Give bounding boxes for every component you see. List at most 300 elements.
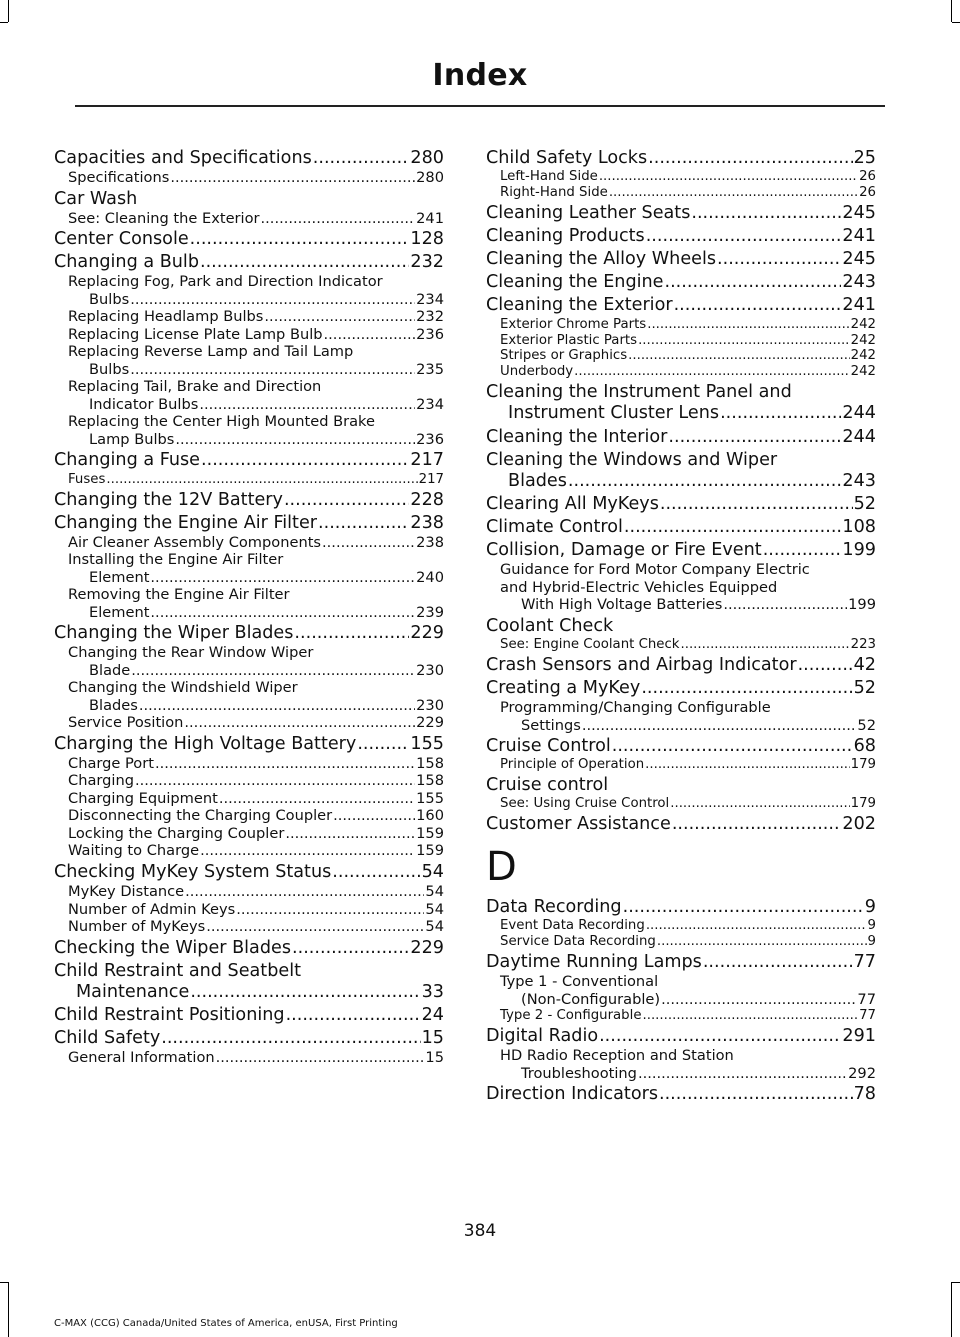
dot-leader [659, 1084, 853, 1105]
entry-title: Number of Admin Keys [68, 900, 236, 918]
index-subentry[interactable] [54, 604, 444, 622]
index-subentry[interactable] [54, 273, 444, 291]
dot-leader [657, 934, 867, 950]
index-entry[interactable] [486, 494, 876, 515]
entry-title: Digital Radio [486, 1026, 599, 1047]
entry-title: Locking the Charging Coupler [68, 824, 285, 842]
dot-leader [216, 1049, 425, 1067]
entry-page-number: 33 [421, 981, 444, 1002]
entry-page-number: 159 [416, 842, 444, 860]
entry-title: See: Using Cruise Control [500, 796, 670, 812]
index-entry[interactable] [486, 203, 876, 224]
index-subentry[interactable] [486, 1047, 876, 1065]
index-subentry[interactable] [486, 757, 876, 773]
entry-page-number: 54 [425, 900, 444, 918]
index-entry[interactable] [54, 148, 444, 169]
index-subentry[interactable] [486, 333, 876, 349]
index-entry[interactable] [486, 1026, 876, 1047]
index-entry[interactable] [486, 450, 876, 471]
dot-leader [201, 450, 409, 471]
entry-title: Element [89, 603, 150, 621]
dot-leader [322, 534, 415, 552]
dot-leader [190, 982, 420, 1003]
index-entry[interactable] [486, 814, 876, 835]
index-entry[interactable] [486, 295, 876, 316]
entry-title: Cleaning the Windows and Wiper [486, 449, 778, 470]
index-subentry[interactable] [54, 790, 444, 808]
entry-page-number: 291 [842, 1026, 876, 1047]
dot-leader [357, 734, 409, 755]
index-subentry[interactable] [486, 561, 876, 579]
entry-page-number: 292 [848, 1064, 876, 1082]
entry-title: Indicator Bulbs [89, 395, 199, 413]
dot-leader [219, 790, 415, 808]
index-subentry[interactable] [54, 396, 444, 414]
entry-title: Data Recording [486, 897, 622, 918]
index-subentry[interactable] [486, 973, 876, 991]
entry-page-number: 230 [416, 661, 444, 679]
index-subentry[interactable] [54, 586, 444, 604]
index-subentry[interactable] [54, 551, 444, 569]
entry-title: Troubleshooting [521, 1064, 637, 1082]
entry-title: Blade [89, 661, 131, 679]
entry-title: Air Cleaner Assembly Components [68, 533, 322, 551]
entry-title: Instrument Cluster Lens [508, 403, 720, 424]
index-subentry[interactable] [54, 918, 444, 936]
entry-title: Cleaning Leather Seats [486, 203, 691, 224]
entry-page-number: 52 [853, 493, 876, 514]
dot-leader [131, 662, 415, 680]
index-entry[interactable] [486, 148, 876, 169]
index-subentry[interactable] [486, 717, 876, 735]
entry-title: Cleaning the Instrument Panel and [486, 382, 792, 403]
entry-title: General Information [68, 1049, 215, 1067]
entry-page-number: 242 [850, 348, 876, 364]
crop-mark [8, 0, 9, 22]
index-entry[interactable] [54, 862, 444, 883]
entry-page-number: 229 [410, 623, 444, 644]
dot-leader [660, 494, 853, 515]
entry-page-number: 242 [850, 332, 876, 348]
dot-leader [638, 333, 850, 349]
entry-title: Left-Hand Side [500, 169, 598, 185]
entry-page-number: 108 [842, 517, 876, 538]
index-entry[interactable] [486, 517, 876, 538]
index-subentry[interactable] [54, 807, 444, 825]
entry-title: Clearing All MyKeys [486, 493, 659, 514]
entry-title: Child Safety [54, 1027, 161, 1048]
entry-page-number: 229 [416, 714, 444, 732]
entry-title: Programming/Changing Configurable [500, 699, 771, 717]
entry-page-number: 230 [416, 696, 444, 714]
entry-page-number: 242 [850, 364, 876, 380]
dot-leader [638, 1065, 847, 1083]
entry-page-number: 26 [859, 185, 876, 201]
entry-page-number: 238 [410, 512, 444, 533]
entry-page-number: 15 [421, 1027, 444, 1048]
entry-title: Capacities and Specifications [54, 148, 312, 168]
dot-leader [646, 918, 867, 934]
dot-leader [150, 604, 415, 622]
entry-page-number: 241 [842, 295, 876, 316]
entry-title: Collision, Damage or Fire Event [486, 540, 762, 561]
index-subentry[interactable] [486, 991, 876, 1009]
entry-page-number: 26 [859, 169, 876, 185]
index-subentry[interactable] [54, 714, 444, 732]
entry-title: Checking the Wiper Blades [54, 937, 292, 958]
index-subentry[interactable] [54, 431, 444, 449]
index-entry[interactable] [486, 897, 876, 918]
entry-page-number: 158 [416, 754, 444, 772]
index-subentry[interactable] [54, 1049, 444, 1067]
dot-leader [333, 807, 415, 825]
index-subentry[interactable] [486, 1065, 876, 1083]
entry-title: Lamp Bulbs [89, 430, 175, 448]
entry-title: Center Console [54, 229, 189, 250]
dot-leader [723, 596, 847, 614]
entry-title: Replacing Reverse Lamp and Tail Lamp [68, 343, 354, 361]
entry-page-number: 244 [842, 426, 876, 447]
crop-mark [952, 22, 960, 23]
index-subentry[interactable] [54, 169, 444, 187]
entry-page-number: 25 [853, 148, 876, 168]
entry-page-number: 223 [850, 636, 876, 652]
index-entry[interactable] [54, 229, 444, 250]
index-entry[interactable] [54, 450, 444, 471]
index-entry[interactable] [54, 1028, 444, 1049]
entry-title: Crash Sensors and Airbag Indicator [486, 654, 797, 675]
index-subentry[interactable] [54, 534, 444, 552]
index-entry[interactable] [486, 655, 876, 676]
index-section-letter: D [486, 844, 517, 891]
index-entry[interactable] [486, 616, 876, 637]
index-entry[interactable] [54, 490, 444, 511]
index-subentry[interactable] [486, 1008, 876, 1024]
index-subentry[interactable] [486, 796, 876, 812]
index-subentry[interactable] [54, 378, 444, 396]
dot-leader [680, 637, 849, 653]
entry-page-number: 77 [859, 1008, 876, 1024]
entry-title: Disconnecting the Charging Coupler [68, 807, 333, 825]
index-subentry[interactable] [54, 472, 444, 488]
page-title: Index [432, 58, 528, 93]
entry-title: Car Wash [54, 188, 138, 209]
index-subentry[interactable] [54, 772, 444, 790]
entry-title: Event Data Recording [500, 918, 645, 934]
entry-page-number: 9 [867, 934, 876, 950]
index-column-left [54, 146, 444, 1067]
index-entry[interactable] [486, 427, 876, 448]
dot-leader [599, 169, 858, 185]
index-subentry[interactable] [54, 326, 444, 344]
dot-leader [175, 431, 415, 449]
entry-title: MyKey Distance [68, 883, 185, 901]
index-subentry[interactable] [486, 918, 876, 934]
entry-page-number: 236 [416, 325, 444, 343]
index-entry[interactable] [486, 775, 876, 796]
footer-text: C-MAX (CCG) Canada/United States of America, enUSA, First Printing [54, 1318, 398, 1329]
entry-page-number: 240 [416, 568, 444, 586]
dot-leader [674, 295, 842, 316]
entry-title: Removing the Engine Air Filter [68, 586, 290, 604]
index-subentry[interactable] [54, 697, 444, 715]
entry-title: Cleaning the Interior [486, 426, 668, 447]
index-subentry[interactable] [54, 825, 444, 843]
index-subentry[interactable] [54, 569, 444, 587]
entry-title: Changing the Engine Air Filter [54, 512, 318, 533]
entry-title: Coolant Check [486, 615, 614, 636]
entry-page-number: 236 [416, 430, 444, 448]
entry-page-number: 179 [850, 796, 876, 812]
index-entry[interactable] [486, 678, 876, 699]
entry-page-number: 159 [416, 824, 444, 842]
entry-title: HD Radio Reception and Station [500, 1047, 734, 1065]
entry-title: Changing the Rear Window Wiper [68, 644, 314, 662]
index-subentry[interactable] [486, 579, 876, 597]
entry-title: With High Voltage Batteries [521, 596, 723, 614]
dot-leader [284, 490, 409, 511]
index-subentry[interactable] [486, 596, 876, 614]
index-subentry[interactable] [54, 308, 444, 326]
entry-page-number: 9 [864, 897, 876, 918]
entry-title: Blades [89, 696, 138, 714]
entry-title: Creating a MyKey [486, 677, 641, 698]
dot-leader [200, 252, 409, 273]
entry-page-number: 229 [410, 937, 444, 958]
entry-title: Child Safety Locks [486, 148, 648, 168]
dot-leader [646, 226, 842, 247]
entry-title: Right-Hand Side [500, 185, 608, 201]
index-subentry[interactable] [54, 361, 444, 379]
index-entry[interactable] [486, 540, 876, 561]
entry-page-number: 241 [416, 209, 444, 227]
dot-leader [324, 326, 416, 344]
entry-title: See: Engine Coolant Check [500, 636, 680, 652]
entry-page-number: 217 [418, 471, 444, 487]
index-entry[interactable] [486, 403, 876, 424]
index-subentry[interactable] [54, 842, 444, 860]
index-subentry[interactable] [54, 413, 444, 431]
dot-leader [106, 472, 417, 488]
dot-leader [647, 317, 849, 333]
index-entry[interactable] [54, 1005, 444, 1026]
index-subentry[interactable] [486, 934, 876, 950]
dot-leader [332, 862, 420, 883]
entry-page-number: 160 [416, 807, 444, 825]
entry-title: Bulbs [89, 360, 130, 378]
entry-title: Child Restraint and Seatbelt [54, 960, 301, 981]
entry-title: Maintenance [76, 981, 190, 1002]
dot-leader [155, 755, 415, 773]
index-entry[interactable] [486, 1084, 876, 1105]
entry-title: Type 1 - Conventional [500, 973, 659, 991]
index-entry[interactable] [54, 189, 444, 210]
index-subentry[interactable] [54, 679, 444, 697]
dot-leader [624, 517, 842, 538]
entry-title: and Hybrid-Electric Vehicles Equipped [500, 578, 778, 596]
dot-leader [190, 229, 410, 250]
entry-title: Replacing Headlamp Bulbs [68, 308, 264, 326]
entry-title: Exterior Plastic Parts [500, 332, 638, 348]
index-subentry[interactable] [54, 901, 444, 919]
entry-title: Cruise Control [486, 736, 611, 757]
dot-leader [135, 772, 415, 790]
dot-leader [236, 901, 424, 919]
entry-title: Cleaning the Engine [486, 272, 664, 293]
dot-leader [691, 203, 841, 224]
entry-page-number: 179 [850, 757, 876, 773]
dot-leader [150, 569, 415, 587]
entry-page-number: 232 [410, 252, 444, 273]
index-entry[interactable] [54, 961, 444, 982]
dot-leader [170, 169, 415, 187]
entry-page-number: 42 [853, 654, 876, 675]
entry-page-number: 52 [853, 677, 876, 698]
dot-leader [286, 1005, 421, 1026]
index-entry[interactable] [486, 272, 876, 293]
index-subentry[interactable] [486, 185, 876, 201]
dot-leader [661, 991, 856, 1009]
entry-title: Principle of Operation [500, 757, 645, 773]
title-divider [75, 105, 885, 107]
entry-title: Replacing the Center High Mounted Brake [68, 413, 375, 431]
entry-title: Fuses [68, 471, 106, 487]
entry-title: Replacing License Plate Lamp Bulb [68, 325, 323, 343]
dot-leader [130, 291, 415, 309]
entry-title: Daytime Running Lamps [486, 952, 702, 973]
dot-leader [612, 736, 853, 757]
entry-title: Number of MyKeys [68, 918, 206, 936]
dot-leader [628, 348, 849, 364]
entry-page-number: 238 [416, 533, 444, 551]
entry-page-number: 54 [425, 918, 444, 936]
crop-mark [952, 1282, 960, 1283]
index-subentry[interactable] [54, 343, 444, 361]
entry-page-number: 54 [421, 861, 444, 882]
entry-title: Guidance for Ford Motor Company Electric [500, 561, 810, 579]
dot-leader [200, 842, 415, 860]
index-subentry[interactable] [486, 317, 876, 333]
dot-leader [670, 796, 849, 812]
entry-page-number: 24 [421, 1004, 444, 1025]
index-subentry[interactable] [54, 210, 444, 228]
dot-leader [703, 952, 853, 973]
entry-title: Charging [68, 772, 134, 790]
entry-page-number: 9 [867, 918, 876, 934]
index-subentry[interactable] [54, 883, 444, 901]
entry-page-number: 243 [842, 470, 876, 491]
crop-mark [951, 0, 952, 22]
entry-page-number: 234 [416, 290, 444, 308]
index-subentry[interactable] [486, 699, 876, 717]
entry-page-number: 232 [416, 308, 444, 326]
index-subentry[interactable] [486, 348, 876, 364]
crop-mark [0, 1282, 8, 1283]
dot-leader [199, 396, 415, 414]
entry-page-number: 202 [842, 814, 876, 835]
entry-title: Installing the Engine Air Filter [68, 551, 284, 569]
dot-leader [285, 825, 415, 843]
index-entry[interactable] [54, 623, 444, 644]
dot-leader [161, 1028, 420, 1049]
index-subentry[interactable] [54, 662, 444, 680]
dot-leader [574, 364, 849, 380]
index-entry[interactable] [486, 249, 876, 270]
dot-leader [648, 148, 852, 169]
entry-page-number: 245 [842, 203, 876, 224]
dot-leader [798, 655, 853, 676]
index-entry[interactable] [486, 471, 876, 492]
index-entry[interactable] [486, 226, 876, 247]
index-subentry[interactable] [54, 644, 444, 662]
entry-page-number: 199 [842, 540, 876, 561]
entry-title: Settings [521, 716, 581, 734]
crop-mark [0, 22, 8, 23]
index-entry[interactable] [54, 982, 444, 1003]
index-entry[interactable] [486, 736, 876, 757]
entry-page-number: 244 [842, 403, 876, 424]
dot-leader [643, 1008, 859, 1024]
entry-page-number: 54 [425, 883, 444, 901]
index-entry[interactable] [486, 382, 876, 403]
dot-leader [185, 883, 424, 901]
entry-title: Cleaning the Alloy Wheels [486, 249, 717, 270]
dot-leader [264, 308, 415, 326]
entry-page-number: 235 [416, 360, 444, 378]
index-subentry[interactable] [486, 364, 876, 380]
entry-title: Cleaning the Exterior [486, 295, 673, 316]
page-number: 384 [463, 1221, 497, 1241]
entry-title: Element [89, 568, 150, 586]
index-subentry[interactable] [54, 291, 444, 309]
entry-title: Specifications [68, 169, 170, 187]
index-subentry[interactable] [486, 169, 876, 185]
entry-page-number: 239 [416, 603, 444, 621]
crop-mark [951, 1282, 952, 1337]
dot-leader [623, 897, 864, 918]
index-subentry[interactable] [54, 755, 444, 773]
entry-title: Service Position [68, 714, 184, 732]
entry-page-number: 155 [410, 733, 444, 754]
index-entry[interactable] [54, 734, 444, 755]
dot-leader [763, 540, 842, 561]
index-entry[interactable] [486, 952, 876, 973]
entry-page-number: 77 [853, 952, 876, 973]
entry-title: See: Cleaning the Exterior [68, 209, 260, 227]
entry-title: Customer Assistance [486, 814, 671, 835]
index-entry[interactable] [54, 252, 444, 273]
entry-title: Cruise control [486, 775, 609, 796]
dot-leader [184, 714, 415, 732]
index-entry[interactable] [54, 938, 444, 959]
dot-leader [645, 757, 849, 773]
entry-page-number: 217 [410, 450, 444, 471]
dot-leader [609, 185, 858, 201]
entry-page-number: 234 [416, 395, 444, 413]
dot-leader [318, 513, 409, 534]
entry-title: Service Data Recording [500, 934, 656, 950]
entry-title: Checking MyKey System Status [54, 861, 332, 882]
index-subentry[interactable] [486, 637, 876, 653]
entry-title: Blades [508, 470, 567, 491]
entry-page-number: 245 [842, 249, 876, 270]
entry-title: Direction Indicators [486, 1084, 658, 1105]
index-entry[interactable] [54, 513, 444, 534]
dot-leader [720, 403, 841, 424]
entry-title: Changing the Windshield Wiper [68, 679, 298, 697]
entry-page-number: 242 [850, 316, 876, 332]
dot-leader [641, 678, 852, 699]
